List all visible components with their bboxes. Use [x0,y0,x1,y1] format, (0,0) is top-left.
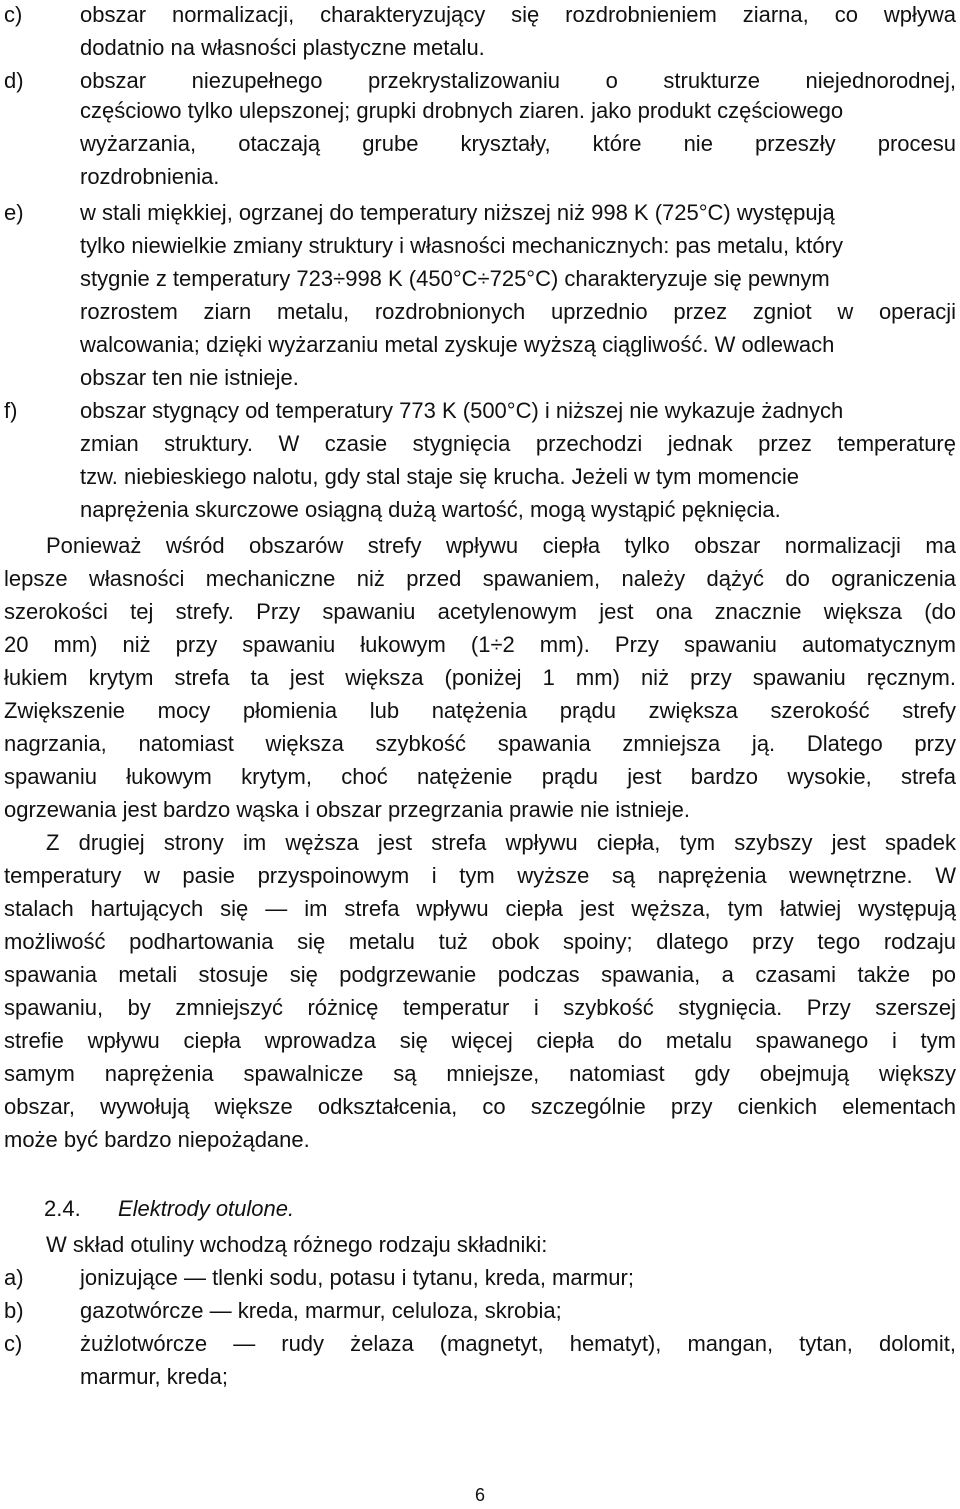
text-line: rozrostem ziarn metalu, rozdrobnionych uprzednio przez zgniot w operacji [80,299,956,324]
page-number: 6 [474,1485,485,1505]
section-title: Elektrody otulone. [118,1196,295,1221]
text-line: w stali miękkiej, ogrzanej do temperatury niższej niż 998 K (725°C) występują [80,200,835,225]
list-marker: b) [4,1298,24,1323]
text-line: Zwiększenie mocy płomienia lub natężenia prądu zwiększa szerokość strefy [4,698,956,723]
list-marker: c) [4,1331,23,1356]
text-line: tzw. niebieskiego nalotu, gdy stal staje się krucha. Jeżeli w tym momencie [80,464,799,489]
text-line: ogrzewania jest bardzo wąska i obszar przegrzania prawie nie istnieje. [4,797,691,822]
text-line: jonizujące — tlenki sodu, potasu i tytanu, kreda, marmur; [80,1265,634,1290]
text-line: stygnie z temperatury 723÷998 K (450°C÷725°C) charakteryzuje się pewnym [80,266,830,291]
text-line: spawania metali stosuje się podgrzewanie podczas spawania, a czasami także po [4,962,956,987]
text-line: lepsze własności mechaniczne niż przed spawaniem, należy dążyć do ograniczenia [4,566,956,591]
text-line: zmian struktury. W czasie stygnięcia przechodzi jednak przez temperaturę [80,431,956,456]
text-line: może być bardzo niepożądane. [4,1127,310,1152]
list-marker: f) [4,398,18,423]
intro-line: W skład otuliny wchodzą różnego rodzaju składniki: [46,1232,548,1257]
text-line: żużlotwórcze — rudy żelaza (magnetyt, hematyt), mangan, tytan, dolomit, [80,1331,956,1356]
text-line: nagrzania, natomiast większa szybkość spawania zmniejsza ją. Dlatego przy [4,731,956,756]
text-line: 20 mm) niż przy spawaniu łukowym (1÷2 mm). Przy spawaniu automatycznym [4,632,956,657]
text-line: łukiem krytym strefa ta jest większa (poniżej 1 mm) niż przy spawaniu ręcznym. [4,665,956,690]
text-line: rozdrobnienia. [80,164,220,189]
text-line: szerokości tej strefy. Przy spawaniu acetylenowym jest ona znacznie większa (do [4,599,956,624]
text-line: tylko niewielkie zmiany struktury i własności mechanicznych: pas metalu, który [80,233,843,258]
text-line: strefie wpływu ciepła wprowadza się więcej ciepła do metalu spawanego i tym [4,1028,956,1053]
text-line: samym naprężenia spawalnicze są mniejsze, natomiast gdy obejmują większy [4,1061,956,1086]
text-line: spawaniu, by zmniejszyć różnicę temperatur i szybkość stygnięcia. Przy szerszej [4,995,956,1020]
text-line: obszar stygnący od temperatury 773 K (500°C) i niższej nie wykazuje żadnych [80,398,844,423]
text-line: możliwość podhartowania się metalu tuż obok spoiny; dlatego przy tego rodzaju [4,929,956,954]
text-line: Z drugiej strony im węższa jest strefa wpływu ciepła, tym szybszy jest spadek [46,830,956,855]
text-line: obszar, wywołują większe odkształcenia, co szczególnie przy cienkich elementach [4,1094,956,1119]
list-marker: e) [4,200,24,225]
text-line: obszar niezupełnego przekrystalizowaniu o strukturze niejednorodnej, [80,68,956,93]
text-line: częściowo tylko ulepszonej; grupki drobnych ziaren. jako produkt częściowego [80,98,844,123]
list-marker: d) [4,68,24,93]
text-line: stalach hartujących się — im strefa wpływu ciepła jest węższa, tym łatwiej występują [4,896,956,921]
list-marker: a) [4,1265,24,1290]
text-line: obszar normalizacji, charakteryzujący się rozdrobnieniem ziarna, co wpływa [80,2,956,27]
text-line: obszar ten nie istnieje. [80,365,299,390]
text-line: dodatnio na własności plastyczne metalu. [80,35,485,60]
text-line: Ponieważ wśród obszarów strefy wpływu ciepła tylko obszar normalizacji ma [46,533,956,558]
text-line: gazotwórcze — kreda, marmur, celuloza, skrobia; [80,1298,562,1323]
text-line: temperatury w pasie przyspoinowym i tym wyższe są naprężenia wewnętrzne. W [4,863,956,888]
text-line: spawaniu łukowym krytym, choć natężenie prądu jest bardzo wysokie, strefa [4,764,956,789]
text-line: marmur, kreda; [80,1364,228,1389]
list-marker: c) [4,2,23,27]
text-line: wyżarzania, otaczają grube kryształy, które nie przeszły procesu [80,131,956,156]
text-line: walcowania; dzięki wyżarzaniu metal zyskuje wyższą ciągliwość. W odlewach [80,332,835,357]
text-line: naprężenia skurczowe osiągną dużą wartość, mogą wystąpić pęknięcia. [80,497,781,522]
section-number: 2.4. [44,1196,81,1221]
